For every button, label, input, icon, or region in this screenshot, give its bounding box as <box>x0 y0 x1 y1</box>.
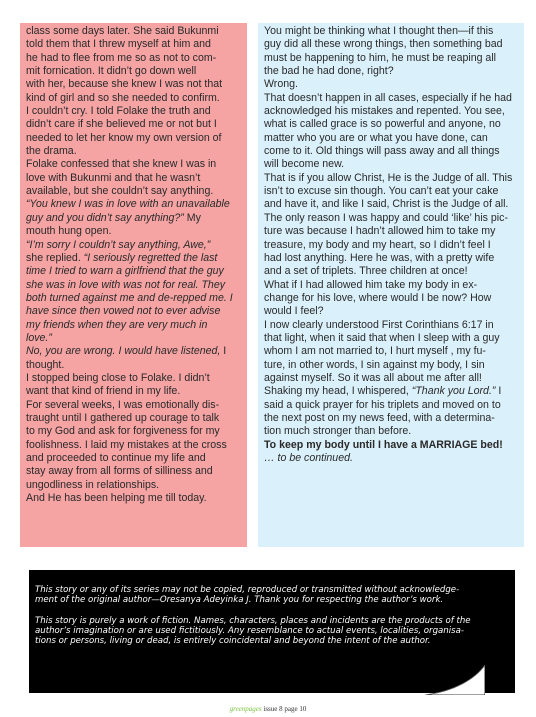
closing-statement: To keep my body until I have a MARRIAGE bed! <box>264 438 503 451</box>
inner-thought: No, you are wrong. I would have listened, <box>26 345 221 358</box>
page-footer <box>0 705 536 713</box>
paragraph: That doesn’t happen in all cases, especially if he had acknowledged his mistakes and repented. You see, what is called grace is so powerful and anyone, no matter who you are or what you have done, can come to it. Old things will pass away and all things will become new. <box>264 91 512 171</box>
paragraph: And He has been helping me till today. <box>26 492 207 505</box>
paragraph <box>26 345 242 372</box>
paragraph-text: she replied. <box>26 251 81 264</box>
paragraph-text: Shaking my head, I whispered, <box>264 385 412 398</box>
dialogue-quote: “I’m sorry I couldn’t say anything, Awe,” <box>26 238 211 251</box>
page-number: page 10 <box>284 705 307 713</box>
paragraph <box>26 198 242 238</box>
paragraph: Folake confessed that she knew I was in love with Bukunmi and that he wasn’t available, but she couldn’t say anything. <box>26 158 217 198</box>
copyright-notice: This story or any of its series may not be copied, reproduced or transmitted without acknowledge- ment of the original author—Oresanya Adeyinka J. Thank you for respecting the author’s work. <box>35 585 460 605</box>
paragraph: Wrong. <box>264 78 298 91</box>
story-column-left <box>20 23 247 547</box>
dialogue-quote: “You knew I was in love with an unavailable guy and you didn’t say anything?” <box>26 198 230 224</box>
paragraph: class some days later. She said Bukunmi told them that I threw myself at him and he had to flee from me so as not to com- mit fornication. It didn’t go down well with her, because she knew I was not that kind of girl and so she needed to confirm. I couldn’t cry. I told Folake the truth and didn’t care if she believed me or not but I needed to let her know my own version of the drama. <box>26 25 223 158</box>
paragraph: You might be thinking what I thought then—if this guy did all these wrong things, then something bad must be happening to him, he must be reaping all the bad he had done, right? <box>264 25 503 78</box>
magazine-name: greenpages <box>229 705 262 713</box>
paragraph: What if I had allowed him take my body in ex- change for his love, where would I be now? How would I feel? <box>264 278 492 318</box>
paragraph <box>26 239 242 346</box>
paragraph <box>264 385 519 438</box>
story-column-right <box>258 23 524 547</box>
page-curl-graphic <box>425 665 485 695</box>
paragraph-text: I said a quick prayer for his triplets and moved on to the next post on my news feed, with a determina- tion much stronger than before. <box>264 385 502 438</box>
paragraph-text: I thought. <box>26 345 227 371</box>
dialogue-quote: “Thank you Lord.” <box>411 385 496 398</box>
issue-number: issue 8 <box>263 705 283 713</box>
paragraph-text: My mouth hung open. <box>26 211 201 238</box>
paragraph: I now clearly understood First Corinthians 6:17 in that light, when it said that when I sleep with a guy whom I am not married to, I hurt myself , my fu- ture, in other words, I sin against my body, I sin against myself. So it was all about me after all! <box>264 318 500 384</box>
paragraph: That is if you allow Christ, He is the Judge of all. This isn’t to excuse sin though. You can’t eat your cake and have it, and like I said, Christ is the Judge of all. The only reason I was happy and could ‘like’ his pic- ture was because I hadn’t allowed him to take my treasure, my body and my heart, so I didn’t feel I had lost anything. Here he was, with a pretty wife and a set of triplets. Three children at once! <box>264 171 513 278</box>
paragraph: For several weeks, I was emotionally dis- traught until I gathered up courage to talk to my God and ask for forgiveness for my foolishness. I laid my mistakes at the cross and proceeded to continue my life and stay away from all forms of silliness and ungodliness in relationships. <box>26 398 227 491</box>
dialogue-quote: “I seriously regretted the last time I tried to warn a girlfriend that the guy she was in love with was not for real. They both turned against me and de-repped me. I have since then vowed not to ever advise my friends when they are very much in love.” <box>26 251 233 344</box>
fiction-disclaimer: This story is purely a work of fiction. Names, characters, places and incidents are the products of the author’s imagination or are used fictitiously. Any resemblance to actual events, localities, organisa- tions or persons, living or dead, is entirely coincidental and beyond the intent of the author. <box>35 616 471 646</box>
to-be-continued: … to be continued. <box>264 452 353 464</box>
paragraph: I stopped being close to Folake. I didn’t want that kind of friend in my life. <box>26 371 210 398</box>
